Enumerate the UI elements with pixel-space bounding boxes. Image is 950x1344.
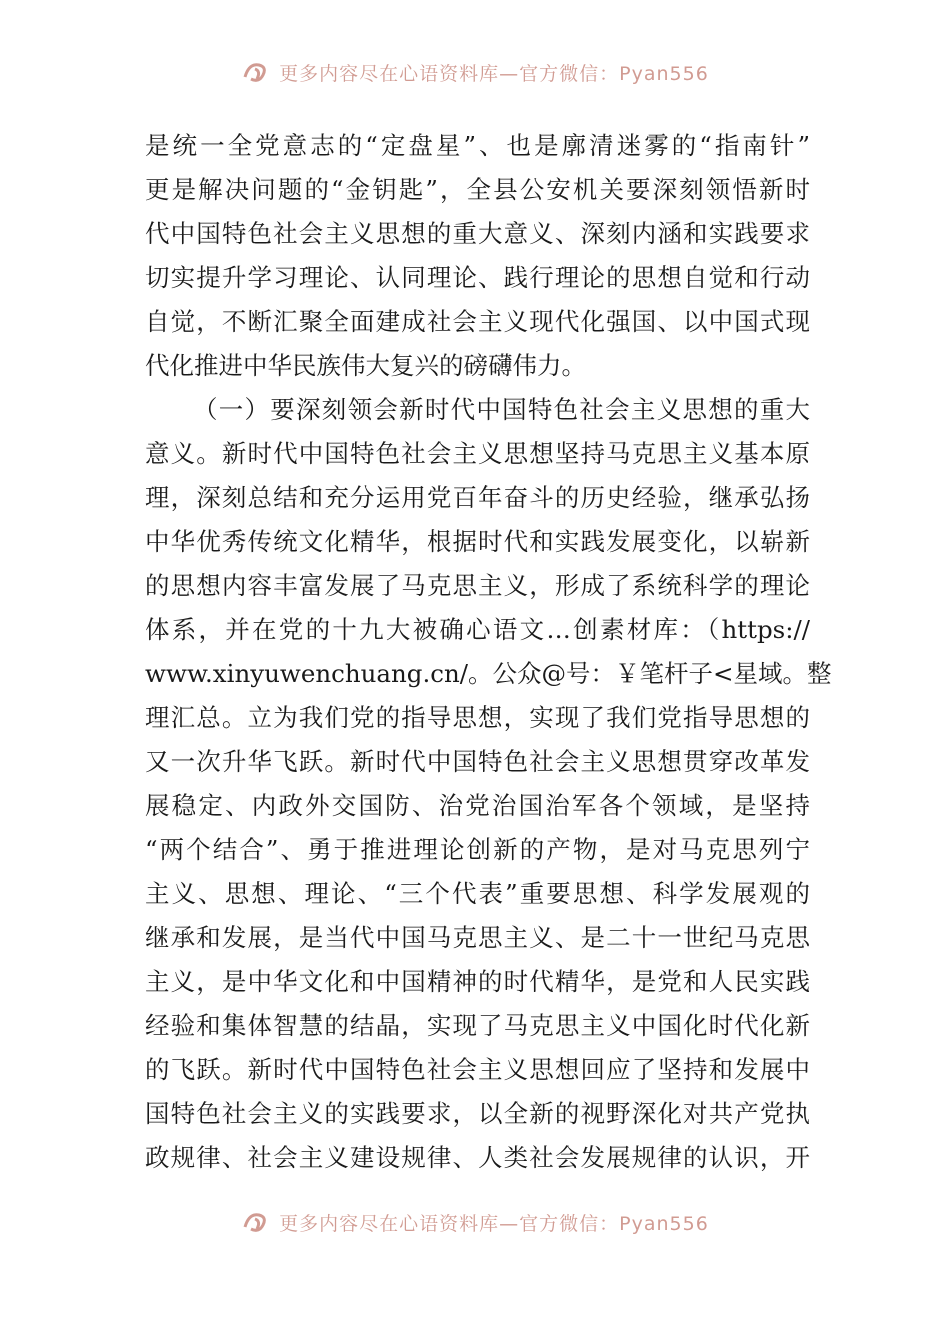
body-line: 经验和集体智慧的结晶，实现了马克思主义中国化时代化新 <box>145 1011 810 1040</box>
body-line: 体系，并在党的十九大被确心语文…创素材库：（https:// <box>145 615 810 644</box>
body-line: 中华优秀传统文化精华，根据时代和实践发展变化，以崭新 <box>145 527 810 556</box>
body-line: 的飞跃。新时代中国特色社会主义思想回应了坚持和发展中 <box>145 1055 810 1084</box>
body-line: 主义，是中华文化和中国精神的时代精华，是党和人民实践 <box>145 967 810 996</box>
section-heading-line: （一）要深刻领会新时代中国特色社会主义思想的重大 <box>193 395 810 424</box>
watermark-logo-icon <box>241 1207 271 1237</box>
body-line: 政规律、社会主义建设规律、人类社会发展规律的认识，开 <box>145 1143 810 1172</box>
body-line: 的思想内容丰富发展了马克思主义，形成了系统科学的理论 <box>145 571 810 600</box>
body-line: 主义、思想、理论、“三个代表”重要思想、科学发展观的 <box>145 879 810 908</box>
body-line: 切实提升学习理论、认同理论、践行理论的思想自觉和行动 <box>145 263 810 292</box>
body-line: 理，深刻总结和充分运用党百年奋斗的历史经验，继承弘扬 <box>145 483 810 512</box>
body-line: 理汇总。立为我们党的指导思想，实现了我们党指导思想的 <box>145 703 810 732</box>
watermark-text: 更多内容尽在心语资料库—官方微信：Pyan556 <box>279 62 709 85</box>
body-line: 又一次升华飞跃。新时代中国特色社会主义思想贯穿改革发 <box>145 747 810 776</box>
document-body <box>145 124 832 1180</box>
body-line: 是统一全党意志的“定盘星”、也是廓清迷雾的“指南针” <box>145 131 810 160</box>
body-line: “两个结合”、勇于推进理论创新的产物，是对马克思列宁 <box>145 835 810 864</box>
header-watermark <box>0 52 950 92</box>
body-line: 继承和发展，是当代中国马克思主义、是二十一世纪马克思 <box>145 923 810 952</box>
body-line: 国特色社会主义的实践要求，以全新的视野深化对共产党执 <box>145 1099 810 1128</box>
footer-watermark <box>0 1202 950 1242</box>
body-line: 更是解决问题的“金钥匙”，全县公安机关要深刻领悟新时 <box>145 175 810 204</box>
body-line: 意义。新时代中国特色社会主义思想坚持马克思主义基本原 <box>145 439 810 468</box>
body-line: 代化推进中华民族伟大复兴的磅礴伟力。 <box>145 351 586 380</box>
body-line: 展稳定、内政外交国防、治党治国治军各个领域，是坚持 <box>145 791 810 820</box>
watermark-logo-icon <box>241 57 271 87</box>
body-line-url: www.xinyuwenchuang.cn/。公众@号：￥笔杆子<星域。整 <box>145 659 832 688</box>
body-line: 代中国特色社会主义思想的重大意义、深刻内涵和实践要求 <box>145 219 810 248</box>
watermark-text: 更多内容尽在心语资料库—官方微信：Pyan556 <box>279 1212 709 1235</box>
body-line: 自觉，不断汇聚全面建成社会主义现代化强国、以中国式现 <box>145 307 810 336</box>
